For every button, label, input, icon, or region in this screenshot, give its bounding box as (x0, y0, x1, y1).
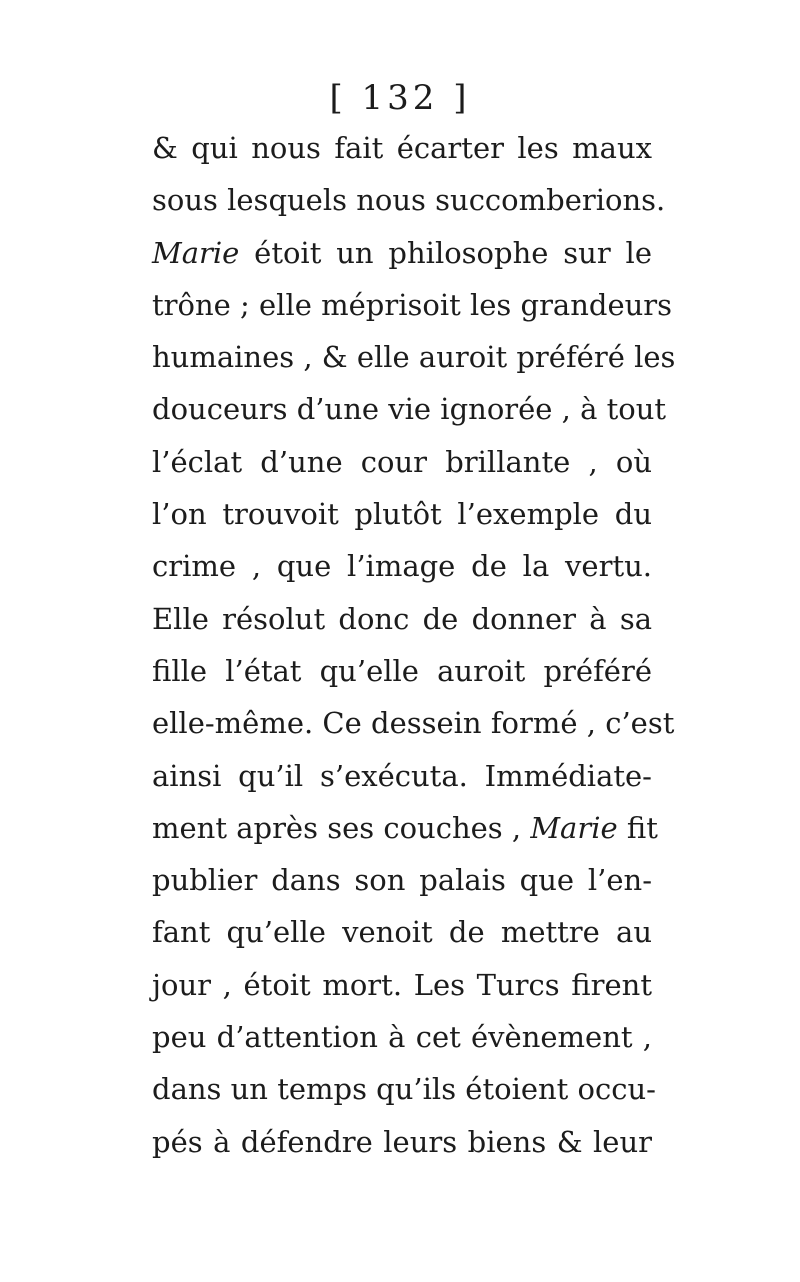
text-segment: fit (617, 810, 658, 845)
text-line (152, 1063, 656, 1115)
text-segment: ment après ses couches , (152, 810, 531, 845)
text-line (152, 750, 652, 802)
text-line (152, 1011, 652, 1063)
text-line (152, 279, 673, 331)
text-line (152, 122, 652, 174)
text-line (152, 959, 652, 1011)
text-segment: l’éclat d’une cour brillante , où (152, 444, 652, 479)
text-line (152, 383, 667, 435)
text-line (152, 227, 652, 279)
text-segment: fant qu’elle venoit de mettre au (152, 915, 652, 950)
text-segment: & qui nous fait écarter les maux (152, 131, 652, 165)
page-number: [ 132 ] (329, 78, 471, 118)
text-segment: trône ; elle méprisoit les grandeurs (152, 287, 673, 322)
text-segment: crime , que l’image de la vertu. (152, 549, 652, 584)
text-segment: peu d’attention à cet évènement , (152, 1020, 652, 1055)
text-segment: publier dans son palais que l’en- (152, 863, 652, 898)
text-line (152, 645, 652, 697)
text-line (152, 540, 652, 592)
text-segment: dans un temps qu’ils étoient occu- (152, 1072, 656, 1107)
text-line (152, 1116, 652, 1168)
italic-name: Marie (152, 235, 240, 270)
text-line (152, 906, 652, 958)
text-line (152, 802, 658, 854)
text-line (152, 488, 652, 540)
text-line (152, 331, 676, 383)
text-segment: humaines , & elle auroit préféré les (152, 340, 676, 375)
body-text (152, 122, 676, 1168)
text-line (152, 854, 652, 906)
text-segment: fille l’état qu’elle auroit préféré (152, 653, 652, 688)
text-segment: étoit un philosophe sur le (239, 235, 652, 270)
text-line (152, 174, 666, 226)
text-segment: elle-même. Ce dessein formé , c’est (152, 706, 675, 741)
text-segment: l’on trouvoit plutôt l’exemple du (152, 497, 652, 532)
text-segment: sous lesquels nous succomberions. (152, 183, 666, 218)
text-segment: jour , étoit mort. Les Turcs firent (152, 967, 652, 1002)
text-segment: ainsi qu’il s’exécuta. Immédiate- (152, 758, 652, 793)
italic-name: Marie (530, 810, 618, 845)
text-line (152, 593, 652, 645)
text-segment: Elle résolut donc de donner à sa (152, 601, 652, 636)
text-segment: pés à défendre leurs biens & leur (152, 1124, 652, 1159)
text-segment: douceurs d’une vie ignorée , à tout (152, 392, 667, 427)
text-line (152, 697, 675, 749)
text-line (152, 436, 652, 488)
